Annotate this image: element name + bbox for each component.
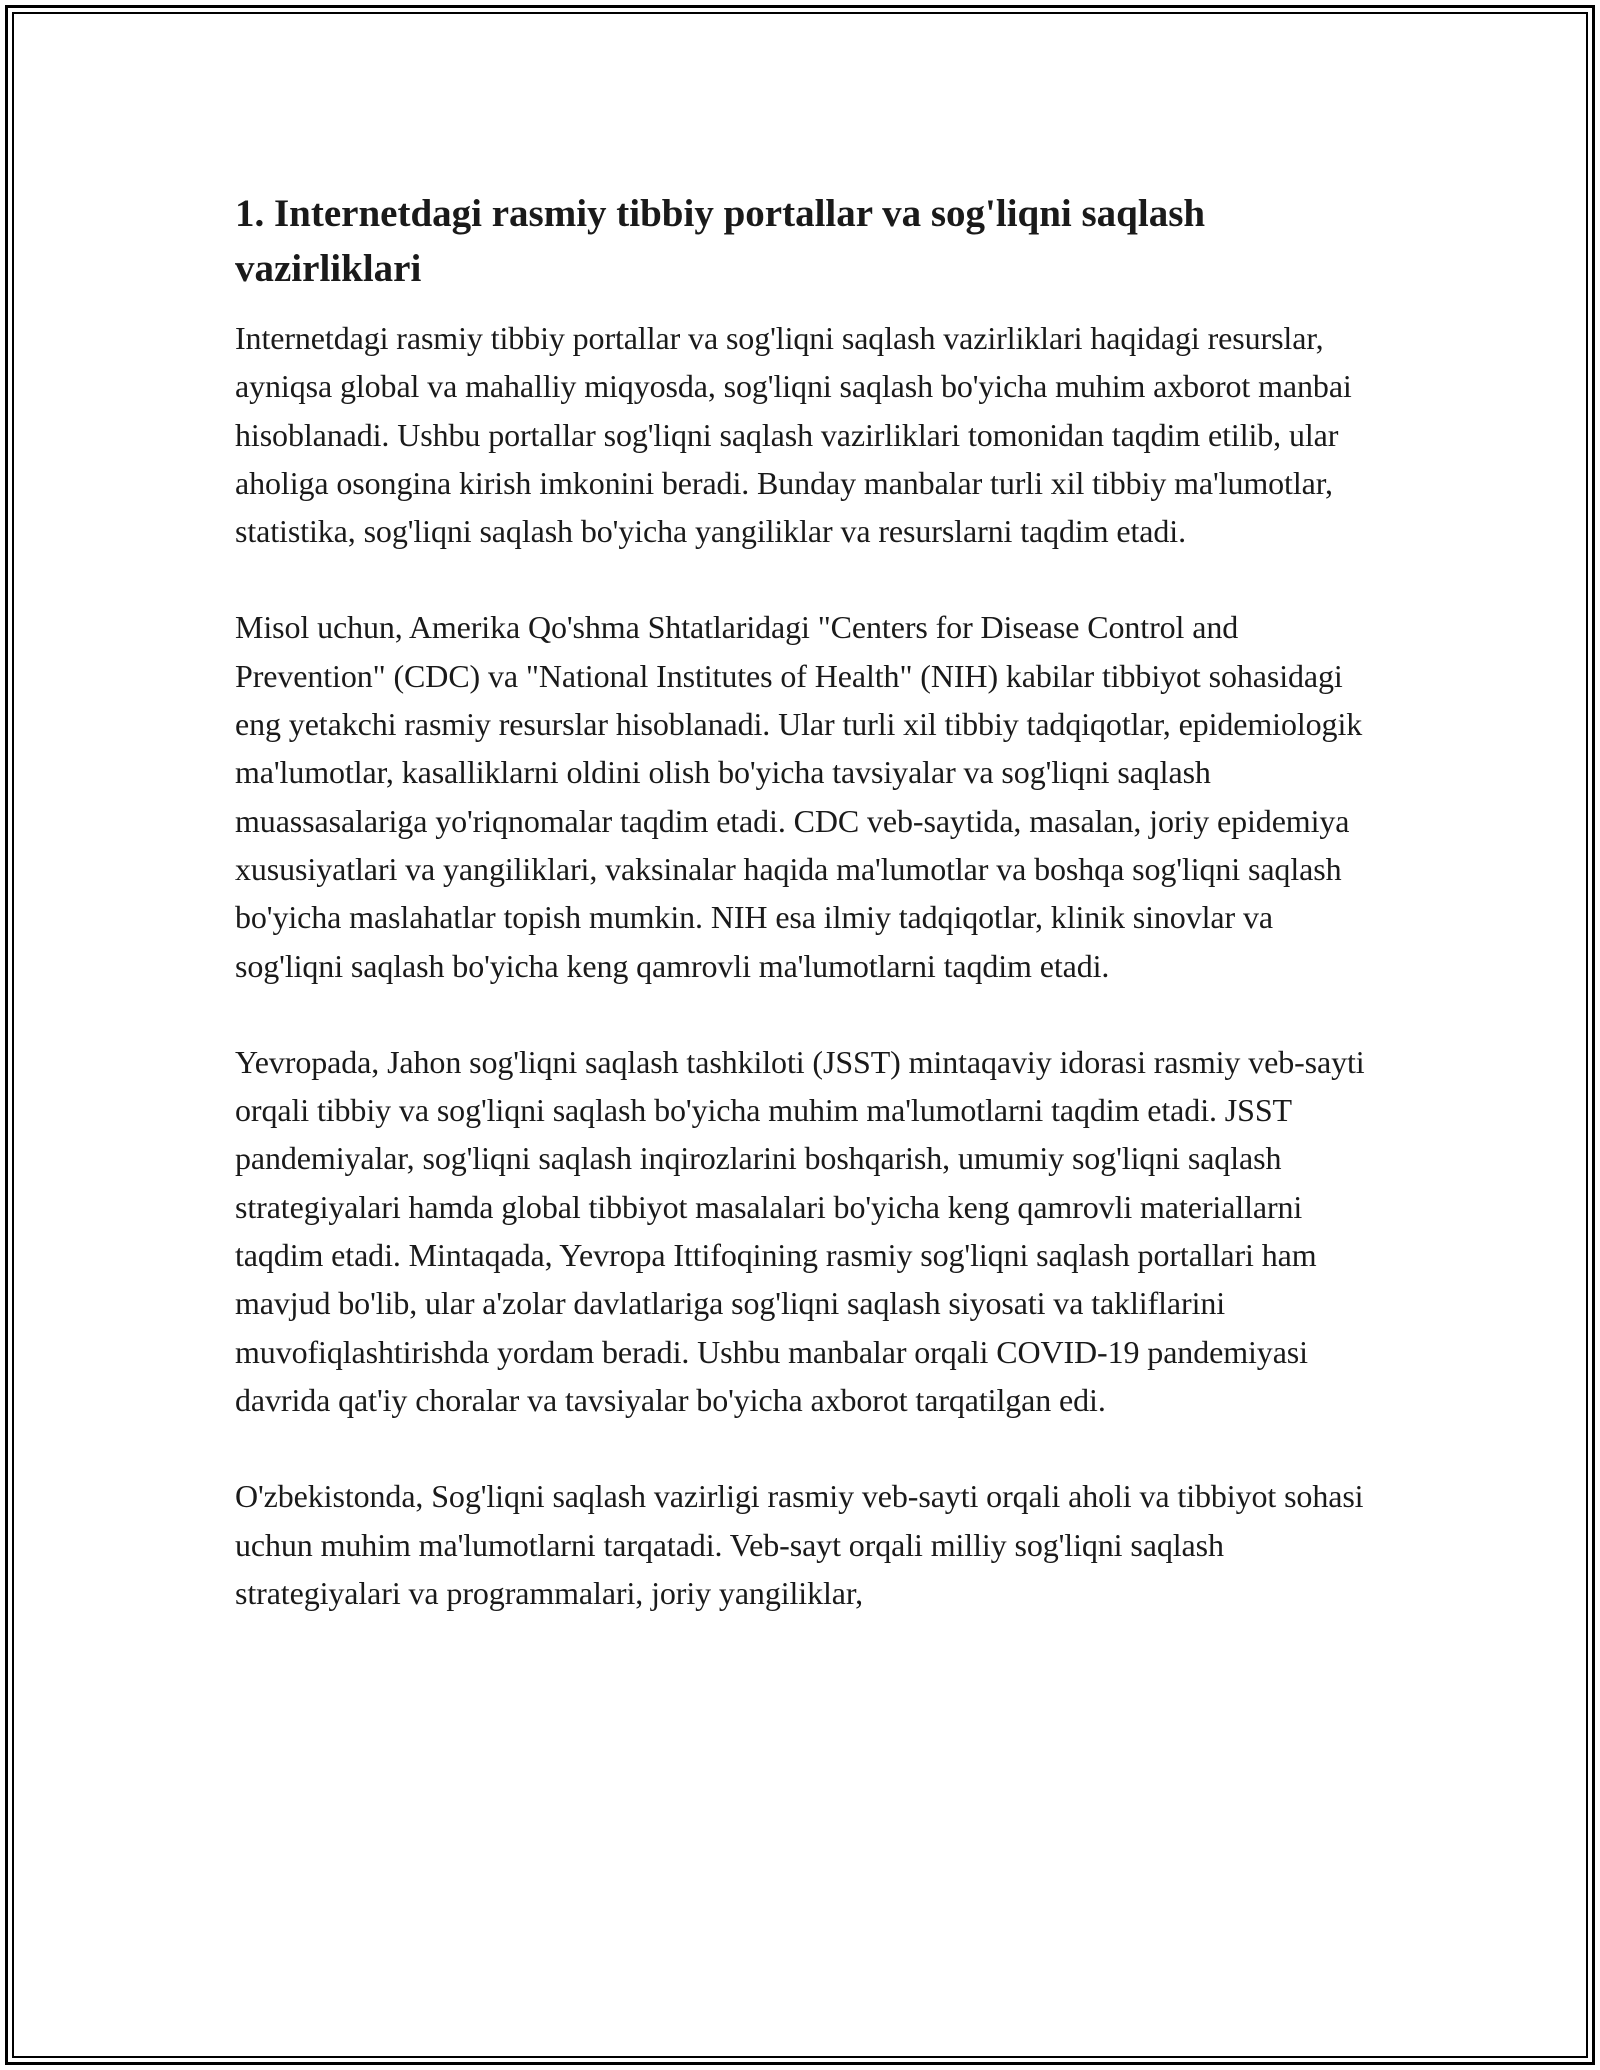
paragraph-uzbekistan: O'zbekistonda, Sog'liqni saqlash vazirligi rasmiy veb-sayti orqali aholi va tibbiyot sohasi uchun muhim ma'lumotlarni tarqatadi. Veb-sayt orqali milliy sog'liqni saqlash strategiyalari va programmalari, joriy yangiliklar, (235, 1478, 1364, 1611)
paragraph-europe: Yevropada, Jahon sog'liqni saqlash tashkiloti (JSST) mintaqaviy idorasi rasmiy veb-sayti orqali tibbiy va sog'liqni saqlash bo'yicha muhim ma'lumotlarni taqdim etadi. JSST pandemiyalar, sog'liqni saqlash inqirozlarini boshqarish, umumiy sog'liqni saqlash strategiyalari hamda global tibbiyot masalalari bo'yicha keng qamrovli materiallarni taqdim etadi. Mintaqada, Yevropa Ittifoqining rasmiy sog'liqni saqlash portallari ham mavjud bo'lib, ular a'zolar davlatlariga sog'liqni saqlash siyosati va takliflarini muvofiqlashtirishda yordam beradi. Ushbu manbalar orqali COVID-19 pandemiyasi davrida qat'iy choralar va tavsiyalar bo'yicha axborot tarqatilgan edi. (235, 1043, 1365, 1418)
paragraph-usa: Misol uchun, Amerika Qo'shma Shtatlaridagi "Centers for Disease Control and Prevention" (CDC) va "National Institutes of Health" (NIH) kabilar tibbiyot sohasidagi eng yetakchi rasmiy resurslar hisoblanadi. Ular turli xil tibbiy tadqiqotlar, epidemiologik ma'lumotlar, kasalliklarni oldini olish bo'yicha tavsiyalar va sog'liqni saqlash muassasalariga yo'riqnomalar taqdim etadi. CDC veb-saytida, masalan, joriy epidemiya xususiyatlari va yangiliklari, vaksinalar haqida ma'lumotlar va boshqa sog'liqni saqlash bo'yicha maslahatlar topish mumkin. NIH esa ilmiy tadqiqotlar, klinik sinovlar va sog'liqni saqlash bo'yicha keng qamrovli ma'lumotlarni taqdim etadi. (235, 609, 1363, 984)
document-body (235, 186, 1370, 1617)
paragraph-intro: Internetdagi rasmiy tibbiy portallar va sog'liqni saqlash vazirliklari haqidagi resurslar, ayniqsa global va mahalliy miqyosda, sog'liqni saqlash bo'yicha muhim axborot manbai hisoblanadi. Ushbu portallar sog'liqni saqlash vazirliklari tomonidan taqdim etilib, ular aholiga osongina kirish imkonini beradi. Bunday manbalar turli xil tibbiy ma'lumotlar, statistika, sog'liqni saqlash bo'yicha yangiliklar va resurslarni taqdim etadi. (235, 320, 1352, 550)
section-heading: 1. Internetdagi rasmiy tibbiy portallar va sog'liqni saqlash vazirliklari (235, 192, 1206, 290)
